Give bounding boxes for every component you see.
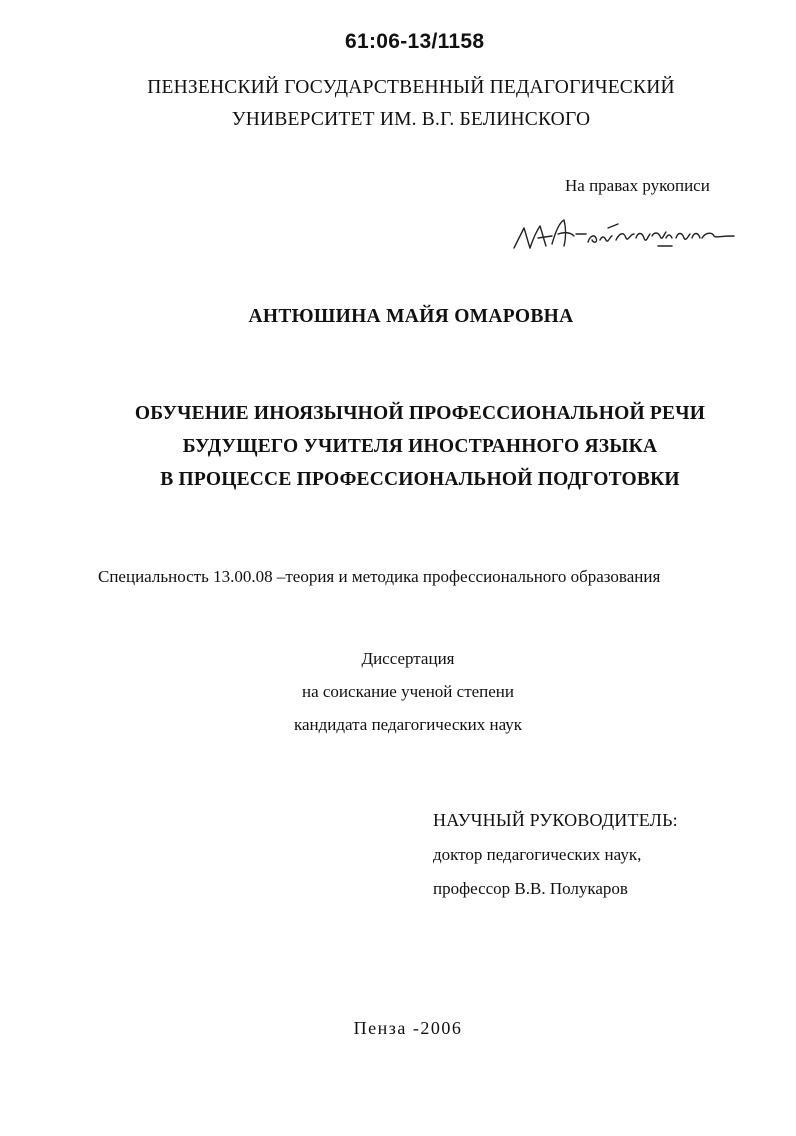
specialty: Специальность 13.00.08 –теория и методика профессионального образования — [98, 567, 661, 586]
degree-name: кандидата педагогических наук — [293, 715, 523, 734]
rights-note: На правах рукописи — [565, 176, 710, 195]
dissertation-type: Диссертация — [361, 649, 455, 668]
dissertation-title-line-1: ОБУЧЕНИЕ ИНОЯЗЫЧНОЙ ПРОФЕССИОНАЛЬНОЙ РЕЧИ — [134, 403, 706, 424]
supervisor-name: профессор В.В. Полукаров — [433, 879, 628, 898]
dissertation-title-line-3: В ПРОЦЕССЕ ПРОФЕССИОНАЛЬНОЙ ПОДГОТОВКИ — [160, 469, 680, 490]
supervisor-degree: доктор педагогических наук, — [433, 845, 642, 864]
handwritten-signature-icon — [508, 214, 738, 260]
dissertation-title-line-2: БУДУЩЕГО УЧИТЕЛЯ ИНОСТРАННОГО ЯЗЫКА — [182, 436, 658, 457]
city-year: Пенза -2006 — [353, 1018, 463, 1038]
catalog-number: 61:06-13/1158 — [345, 30, 485, 53]
university-name-line-2: УНИВЕРСИТЕТ ИМ. В.Г. БЕЛИНСКОГО — [231, 109, 591, 130]
university-name-line-1: ПЕНЗЕНСКИЙ ГОСУДАРСТВЕННЫЙ ПЕДАГОГИЧЕСКИЙ — [147, 77, 675, 98]
supervisor-heading: НАУЧНЫЙ РУКОВОДИТЕЛЬ: — [433, 810, 678, 830]
author-name: АНТЮШИНА МАЙЯ ОМАРОВНА — [248, 306, 574, 327]
degree-purpose: на соискание ученой степени — [301, 682, 515, 701]
